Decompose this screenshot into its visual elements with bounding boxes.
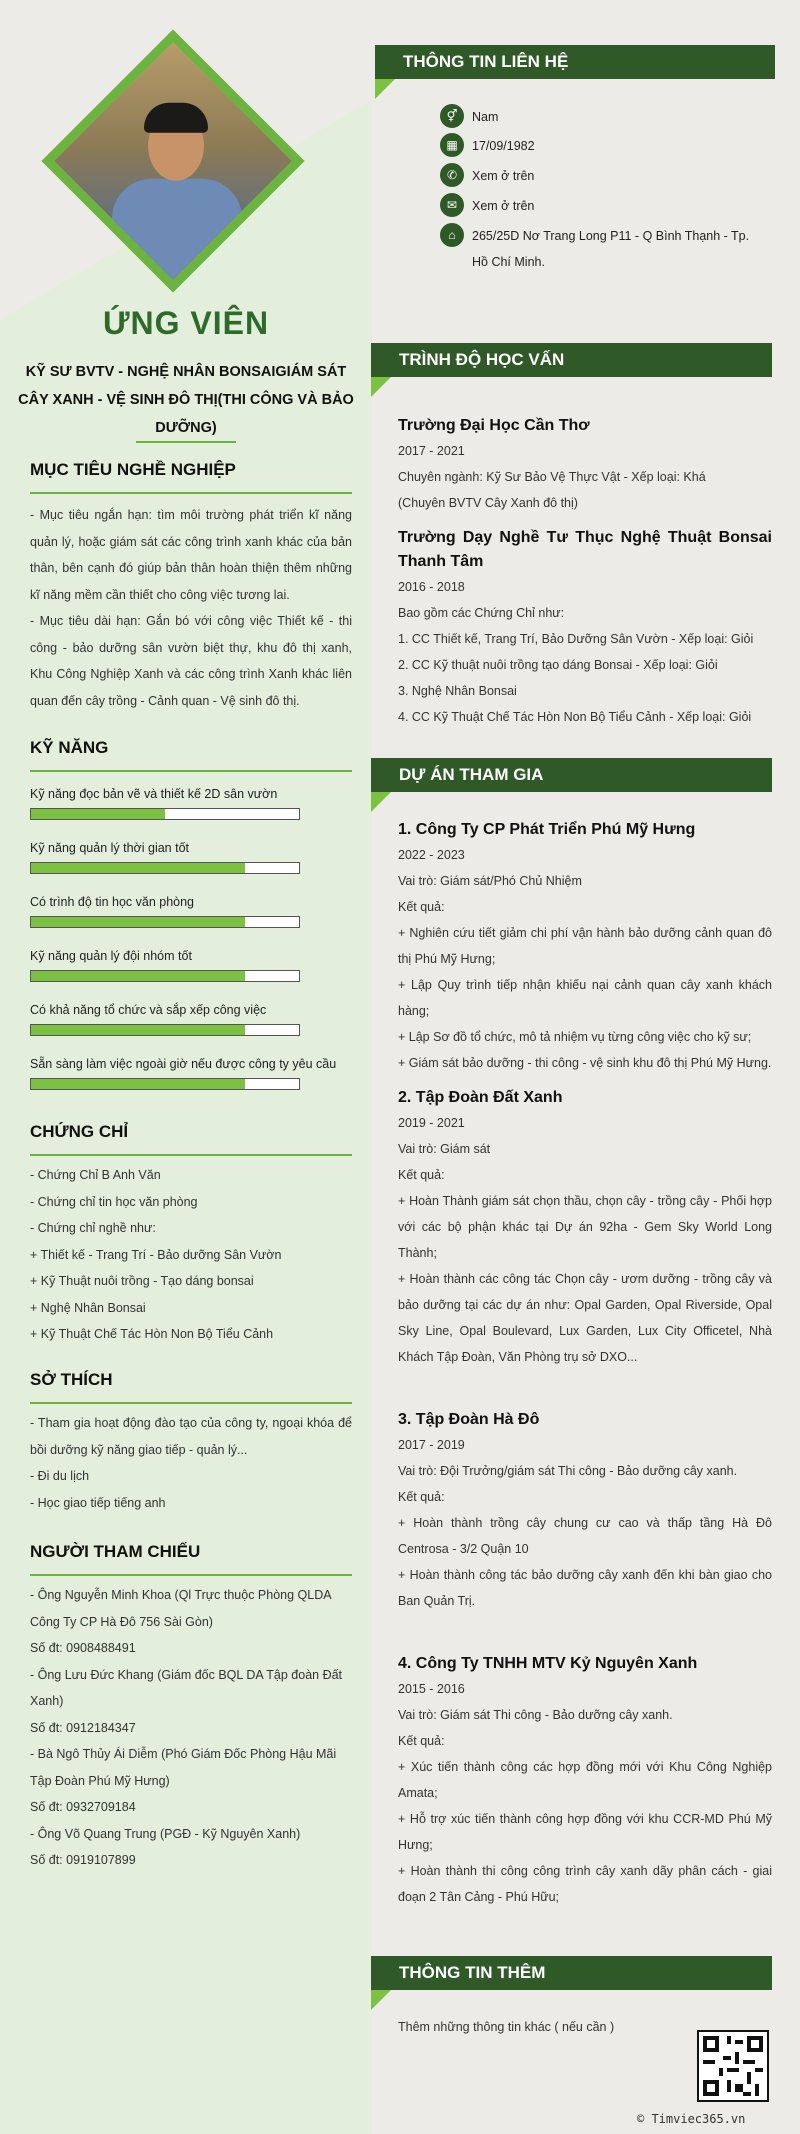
skills-section: [30, 738, 352, 1108]
education-school: Trường Đại Học Cần Thơ: [398, 417, 590, 434]
objective-short-term: - Mục tiêu ngắn hạn: tìm môi trường phát triển kĩ năng quản lý, hoặc giám sát các công trình xanh khác của bản thân, bên cạnh đó giúp bản thân hoàn thiện thêm những kĩ năng mềm cần thiết cho công việc tương lai.: [30, 508, 352, 602]
skill-item: [30, 892, 352, 928]
skill-progress-bar: [30, 1024, 300, 1036]
project-result: + Hoàn thành trồng cây chung cư cao và thấp tầng Hà Đô Centrosa - 3/2 Quận 10: [398, 1516, 772, 1556]
skill-item: [30, 784, 352, 820]
education-detail: 4. CC Kỹ Thuật Chế Tác Hòn Non Bộ Tiểu Cảnh - Xếp loại: Giỏi: [398, 710, 752, 724]
skill-progress-fill: [31, 1079, 245, 1089]
education-detail: 3. Nghệ Nhân Bonsai: [398, 684, 517, 698]
reference-item: - Ông Võ Quang Trung (PGĐ - Kỹ Nguyên Xanh): [30, 1826, 301, 1841]
education-years: 2017 - 2021: [398, 444, 465, 458]
reference-item: Số đt: 0932709184: [30, 1800, 136, 1814]
project-role: Vai trò: Đội Trưởng/giám sát Thi công - Bảo dưỡng cây xanh.: [398, 1464, 738, 1478]
skill-item: [30, 838, 352, 874]
project-years: 2019 - 2021: [398, 1116, 465, 1130]
email-icon: ✉: [440, 193, 464, 217]
objective-section: [30, 460, 352, 714]
contact-address: 265/25D Nơ Trang Long P11 - Q Bình Thạnh - Tp. Hồ Chí Minh.: [472, 229, 750, 269]
candidate-position: KỸ SƯ BVTV - NGHỆ NHÂN BONSAIGIÁM SÁT CÂY XANH - VỆ SINH ĐÔ THỊ(THI CÔNG VÀ BẢO DƯỠNG): [18, 364, 354, 436]
hobby-item: - Đi du lịch: [30, 1469, 90, 1483]
contact-phone-row: [440, 163, 534, 189]
project-result: + Xúc tiến thành công các hợp đồng mới với Khu Công Nghiệp Amata;: [398, 1760, 772, 1800]
references-list: [30, 1582, 352, 1874]
contact-gender-row: [440, 104, 498, 130]
contact-gender: Nam: [472, 110, 499, 124]
hobbies-section: [30, 1370, 352, 1516]
education-detail: 2. CC Kỹ thuật nuôi trồng tạo dáng Bonsai - Xếp loại: Giỏi: [398, 658, 718, 672]
certificate-item: - Chứng Chỉ B Anh Văn: [30, 1168, 161, 1182]
contact-email: Xem ở trên: [472, 199, 535, 213]
education-header-corner: [371, 377, 391, 397]
project-name: 4. Công Ty TNHH MTV Kỷ Nguyên Xanh: [398, 1655, 698, 1672]
project-item: [398, 1086, 772, 1370]
project-result: + Lập Quy trình tiếp nhận khiếu nại cảnh quan cây xanh khách hàng;: [398, 978, 772, 1018]
skill-name: Có trình độ tin học văn phòng: [30, 895, 195, 909]
project-item: [398, 1408, 772, 1614]
hobby-item: - Học giao tiếp tiếng anh: [30, 1495, 166, 1510]
skill-item: [30, 1054, 352, 1090]
education-detail: (Chuyên BVTV Cây Xanh đô thị): [398, 496, 578, 510]
project-result-label: Kết quả:: [398, 1490, 445, 1504]
skill-item: [30, 1000, 352, 1036]
project-result-label: Kết quả:: [398, 900, 445, 914]
project-name: 3. Tập Đoàn Hà Đô: [398, 1411, 540, 1428]
projects-header: DỰ ÁN THAM GIA: [371, 758, 772, 792]
project-role: Vai trò: Giám sát: [398, 1142, 491, 1156]
skills-title: KỸ NĂNG: [30, 738, 352, 772]
contact-address-row: [440, 223, 760, 275]
phone-icon: ✆: [440, 163, 464, 187]
hobbies-title: SỞ THÍCH: [30, 1370, 352, 1404]
reference-item: - Bà Ngô Thủy Ái Diễm (Phó Giám Đốc Phòng Hậu Mãi Tập Đoàn Phú Mỹ Hưng): [30, 1747, 337, 1788]
extra-info-header: THÔNG TIN THÊM: [371, 1956, 772, 1990]
certificates-list: [30, 1162, 352, 1348]
project-role: Vai trò: Giám sát Thi công - Bảo dưỡng cây xanh.: [398, 1708, 673, 1722]
hobby-item: - Tham gia hoạt động đào tạo của công ty, ngoại khóa để bồi dưỡng kỹ năng giao tiếp - quản lý...: [30, 1416, 352, 1457]
contact-phone: Xem ở trên: [472, 169, 535, 183]
reference-item: Số đt: 0908488491: [30, 1641, 136, 1655]
skill-name: Kỹ năng quản lý thời gian tốt: [30, 841, 189, 855]
project-result-label: Kết quả:: [398, 1168, 445, 1182]
education-list: [398, 414, 772, 730]
project-name: 1. Công Ty CP Phát Triển Phú Mỹ Hưng: [398, 821, 696, 838]
skill-name: Kỹ năng đọc bản vẽ và thiết kế 2D sân vườn: [30, 787, 278, 801]
references-section: [30, 1542, 352, 1874]
skill-progress-fill: [31, 1025, 245, 1035]
references-title: NGƯỜI THAM CHIẾU: [30, 1542, 352, 1576]
brand-watermark: © Timviec365.vn: [637, 2112, 746, 2126]
project-years: 2017 - 2019: [398, 1438, 465, 1452]
project-item: [398, 818, 772, 1076]
project-result: + Hoàn thành thi công công trình cây xanh dãy phân cách - giai đoạn 2 Tân Cảng - Phú Hữu;: [398, 1864, 772, 1904]
objective-title: MỤC TIÊU NGHỀ NGHIỆP: [30, 460, 352, 494]
project-result: + Nghiên cứu tiết giảm chi phí vận hành bảo dưỡng cảnh quan đô thị Phú Mỹ Hưng;: [398, 926, 772, 966]
education-item: [398, 526, 772, 730]
skill-progress-bar: [30, 1078, 300, 1090]
candidate-name: ỨNG VIÊN: [102, 305, 270, 341]
education-detail: Chuyên ngành: Kỹ Sư Bảo Vệ Thực Vật - Xếp loại: Khá: [398, 470, 706, 484]
hobbies-list: [30, 1410, 352, 1516]
education-detail: Bao gồm các Chứng Chỉ như:: [398, 606, 565, 620]
skill-progress-fill: [31, 863, 245, 873]
certificate-item: - Chứng chỉ tin học văn phòng: [30, 1194, 198, 1209]
gender-icon: ⚥: [440, 104, 464, 128]
project-result: + Hoàn thành công tác bảo dưỡng cây xanh đến khi bàn giao cho Ban Quản Trị.: [398, 1568, 772, 1608]
project-result: + Hỗ trợ xúc tiến thành công hợp đồng với khu CCR-MD Phú Mỹ Hưng;: [398, 1812, 772, 1852]
projects-list: [398, 818, 772, 1910]
extra-info-text: Thêm những thông tin khác ( nếu cần ): [398, 2020, 615, 2034]
project-result: + Hoàn thành các công tác Chọn cây - ươm dưỡng - trồng cây và bảo dưỡng tại các dự án như: Opal Garden, Opal Riverside, Opal Sky Line, Opal Boulevard, Lux Garden, Lux City Officetel, Nhà Khách Tập Đoàn, Văn Phòng trụ sở DXO...: [398, 1272, 772, 1364]
education-years: 2016 - 2018: [398, 580, 465, 594]
skill-progress-fill: [31, 809, 165, 819]
certificate-item: + Kỹ Thuật nuôi trồng - Tạo dáng bonsai: [30, 1274, 254, 1288]
certificates-title: CHỨNG CHỈ: [30, 1122, 352, 1156]
education-item: [398, 414, 772, 516]
certificate-item: - Chứng chỉ nghề như:: [30, 1221, 156, 1235]
skill-name: Có khả năng tổ chức và sắp xếp công việc: [30, 1003, 267, 1017]
project-result: + Giám sát bảo dưỡng - thi công - vệ sinh khu đô thị Phú Mỹ Hưng.: [398, 1056, 772, 1070]
skill-item: [30, 946, 352, 982]
projects-header-corner: [371, 792, 391, 812]
education-school: Trường Dạy Nghề Tư Thục Nghệ Thuật Bonsai Thanh Tâm: [398, 529, 772, 570]
certificate-item: + Kỹ Thuật Chế Tác Hòn Non Bộ Tiểu Cảnh: [30, 1327, 274, 1341]
skill-progress-bar: [30, 862, 300, 874]
reference-item: Số đt: 0912184347: [30, 1720, 136, 1735]
objective-long-term: - Mục tiêu dài hạn: Gắn bó với công việc Thiết kế - thi công - bảo dưỡng sân vườn biệt thự, khu đô thị xanh, Khu Công Nghiệp Xanh và các công trình Xanh khác liên quan đến cây trồng - Cảnh quan - Vệ sinh đô thị.: [30, 614, 352, 708]
reference-item: - Ông Lưu Đức Khang (Giám đốc BQL DA Tập đoàn Đất Xanh): [30, 1667, 343, 1708]
contact-header-corner: [375, 79, 395, 99]
contact-dob: 17/09/1982: [472, 139, 535, 153]
skill-progress-fill: [31, 917, 245, 927]
certificates-section: [30, 1122, 352, 1348]
contact-dob-row: [440, 133, 535, 159]
project-result: + Hoàn Thành giám sát chọn thầu, chọn cây - trồng cây - Phối hợp với các bộ phận khác tại Dự án 92ha - Gem Sky World Long Thành;: [398, 1194, 772, 1260]
skill-progress-bar: [30, 916, 300, 928]
project-result-label: Kết quả:: [398, 1734, 445, 1748]
skill-name: Kỹ năng quản lý đội nhóm tốt: [30, 949, 192, 963]
qr-code: [697, 2030, 769, 2102]
skill-name: Sẵn sàng làm việc ngoài giờ nếu được công ty yêu cầu: [30, 1057, 337, 1071]
reference-item: Số đt: 0919107899: [30, 1853, 136, 1867]
skill-progress-bar: [30, 808, 300, 820]
skill-progress-fill: [31, 971, 245, 981]
project-role: Vai trò: Giám sát/Phó Chủ Nhiệm: [398, 874, 582, 888]
home-icon: ⌂: [440, 223, 464, 247]
education-detail: 1. CC Thiết kế, Trang Trí, Bảo Dưỡng Sân Vườn - Xếp loại: Giỏi: [398, 632, 754, 646]
certificate-item: + Thiết kế - Trang Trí - Bảo dưỡng Sân Vườn: [30, 1247, 282, 1262]
project-item: [398, 1652, 772, 1910]
contact-header: THÔNG TIN LIÊN HỆ: [375, 45, 775, 79]
education-header: TRÌNH ĐỘ HỌC VẤN: [371, 343, 772, 377]
position-divider: [136, 441, 236, 443]
skills-list: [30, 784, 352, 1090]
certificate-item: + Nghệ Nhân Bonsai: [30, 1300, 146, 1315]
contact-email-row: [440, 193, 534, 219]
reference-item: - Ông Nguyễn Minh Khoa (Ql Trực thuộc Phòng QLDA Công Ty CP Hà Đô 756 Sài Gòn): [30, 1588, 331, 1629]
project-result: + Lập Sơ đồ tổ chức, mô tả nhiệm vụ từng công việc cho kỹ sư;: [398, 1030, 752, 1044]
project-years: 2022 - 2023: [398, 848, 465, 862]
project-years: 2015 - 2016: [398, 1682, 465, 1696]
extra-info-header-corner: [371, 1990, 391, 2010]
calendar-icon: ▦: [440, 133, 464, 157]
project-name: 2. Tập Đoàn Đất Xanh: [398, 1089, 563, 1106]
skill-progress-bar: [30, 970, 300, 982]
